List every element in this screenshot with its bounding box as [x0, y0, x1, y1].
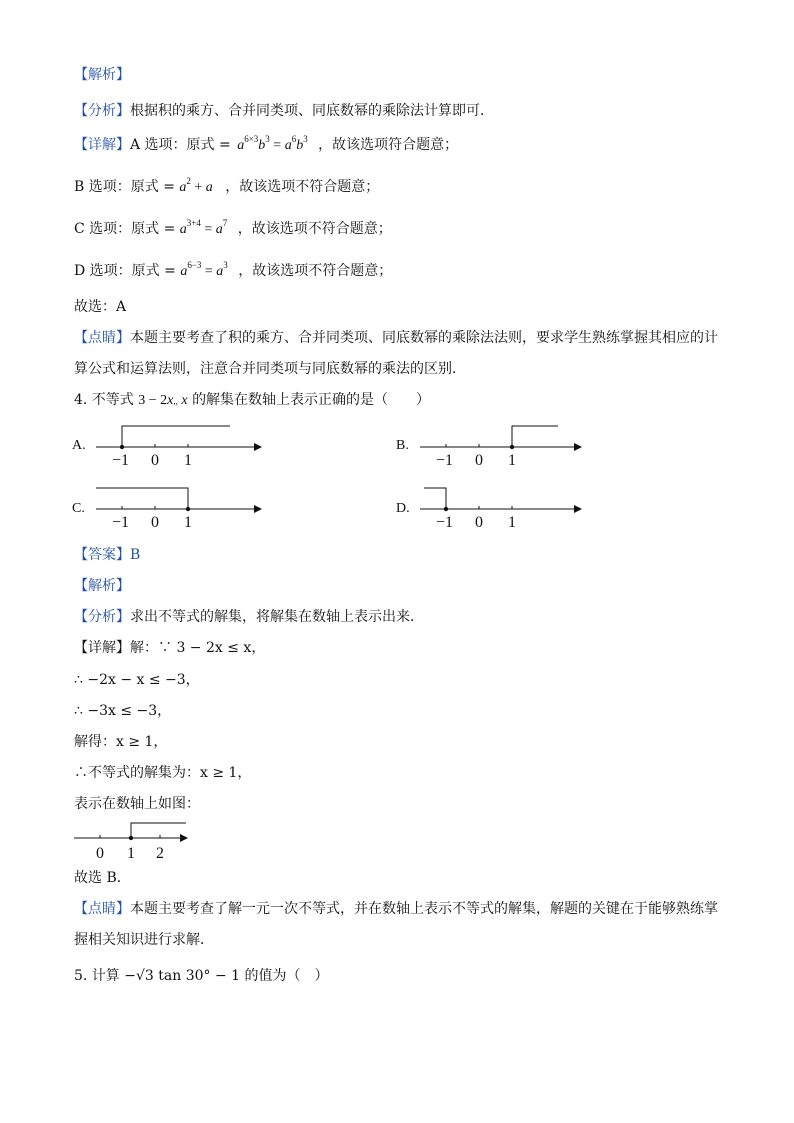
step-1: ∴ −2x − x ≤ −3，	[74, 672, 200, 688]
tick-b-1: 1	[508, 452, 516, 469]
analysis-line-2	[74, 608, 424, 626]
jiexi-heading-2: 【解析】	[74, 578, 130, 594]
option-d-label: D.	[396, 501, 410, 516]
tick-c-minus1: −1	[112, 514, 130, 531]
step-5: 表示在数轴上如图：	[74, 796, 200, 812]
step-4: ∴不等式的解集为：x ≥ 1，	[74, 765, 252, 781]
tick-d-minus1: −1	[436, 514, 454, 531]
solution-number-line	[60, 818, 260, 864]
tick-a-0: 0	[151, 452, 159, 469]
option-b-suffix: ，故该选项不符合题意；	[225, 179, 380, 195]
option-d-suffix: ，故该选项不符合题意；	[238, 263, 393, 279]
option-a-suffix: ，故该选项符合题意；	[318, 137, 459, 153]
answer-tag: 【答案】B	[74, 547, 141, 563]
tick-a-minus1: −1	[112, 452, 130, 469]
comment-tag-2: 【点睛】	[74, 901, 130, 917]
comment-line-2: 算公式和运算法则，注意合并同类项与同底数幂的乘法的区别．	[74, 361, 466, 377]
option-b-label: B.	[396, 438, 409, 453]
detail-tag: 【详解】	[74, 137, 130, 153]
step-2: ∴ −3x ≤ −3，	[74, 703, 172, 719]
option-c-formula: $a^{3+4} = a^7$	[179, 218, 228, 237]
analysis-text-2: 求出不等式的解集，将解集在数轴上表示出来．	[130, 609, 424, 625]
analysis-text: 根据积的乘方、合并同类项、同底数幂的乘除法计算即可．	[130, 103, 494, 119]
option-a-prefix: A 选项：原式 =	[130, 137, 231, 153]
tick-2: 2	[156, 845, 164, 862]
tick-a-1: 1	[184, 452, 192, 469]
option-b-prefix: B 选项：原式 =	[74, 179, 175, 195]
option-a-formula: $a^{6\times 3}b^3 = a^6b^3$	[237, 134, 308, 153]
number-line-a	[96, 426, 262, 469]
option-number-lines	[0, 420, 794, 560]
analysis-tag-2: 【分析】	[74, 609, 130, 625]
option-b-formula: $a^2 + a$	[179, 176, 213, 195]
q4-prefix: 4. 不等式	[74, 392, 134, 408]
comment-text-1: 本题主要考查了积的乘方、合并同类项、同底数幂的乘除法法则，要求学生熟练掌握其相应的计	[130, 330, 718, 346]
option-b-line	[74, 178, 379, 197]
tick-c-1: 1	[184, 514, 192, 531]
option-c-line	[74, 220, 392, 239]
answer-line	[74, 546, 140, 564]
step-3: 解得：x ≥ 1，	[74, 734, 168, 750]
tick-b-0: 0	[475, 452, 483, 469]
option-c-label: C.	[72, 501, 85, 516]
number-line-b	[420, 426, 582, 469]
choose-a: 故选：A	[74, 299, 127, 315]
detail-a-line	[74, 136, 458, 155]
number-line-c	[96, 488, 262, 531]
tick-1: 1	[127, 845, 135, 862]
detail-line-2: 【详解】解：∵ 3 − 2x ≤ x，	[74, 640, 266, 656]
comment-line-3	[74, 900, 718, 918]
comment-line-4: 握相关知识进行求解．	[74, 932, 214, 948]
comment-text-3: 本题主要考查了解一元一次不等式，并在数轴上表示不等式的解集，解题的关键在于能够熟练掌	[130, 901, 718, 917]
question-4-stem	[74, 391, 430, 410]
comment-tag: 【点睛】	[74, 330, 130, 346]
number-line-d	[420, 488, 582, 531]
tick-b-minus1: −1	[436, 452, 454, 469]
analysis-line	[74, 102, 494, 120]
question-5-stem: 5. 计算 −√3 tan 30° − 1 的值为（ ）	[74, 968, 329, 984]
option-d-formula: $a^{6-3} = a^3$	[180, 260, 228, 279]
tick-d-0: 0	[475, 514, 483, 531]
option-c-suffix: ，故该选项不符合题意；	[237, 221, 392, 237]
q4-formula: 3 − 2x,, x	[138, 393, 188, 408]
jiexi-heading: 【解析】	[74, 67, 130, 83]
choose-b: 故选 B．	[74, 870, 131, 886]
option-a-label: A.	[72, 438, 86, 453]
option-d-prefix: D 选项：原式 =	[74, 263, 176, 279]
q4-suffix: 的解集在数轴上表示正确的是（ ）	[192, 392, 431, 408]
tick-d-1: 1	[508, 514, 516, 531]
option-d-line	[74, 262, 392, 281]
tick-c-0: 0	[151, 514, 159, 531]
analysis-tag: 【分析】	[74, 103, 130, 119]
option-c-prefix: C 选项：原式 =	[74, 221, 176, 237]
comment-line-1	[74, 329, 718, 347]
tick-0: 0	[96, 845, 104, 862]
